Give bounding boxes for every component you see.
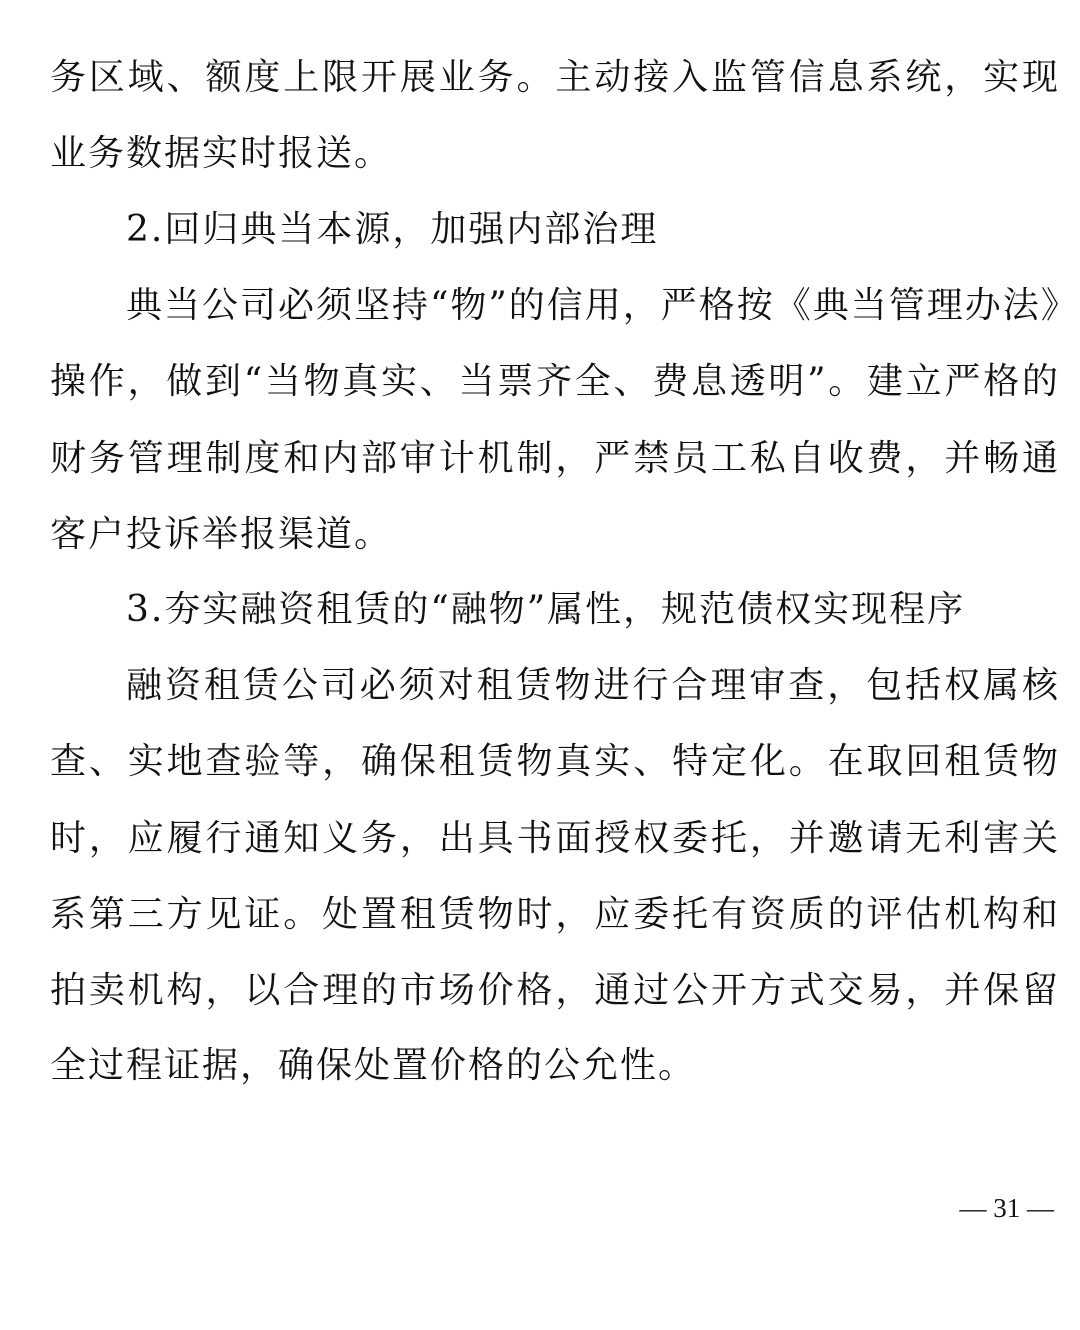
body-text-line: 客户投诉举报渠道。: [50, 514, 393, 555]
body-text-line: 全过程证据，确保处置价格的公允性。: [50, 1045, 697, 1086]
body-text-line: 时，应履行通知义务，出具书面授权委托，并邀请无利害关: [50, 818, 1060, 859]
body-text-line: 拍卖机构，以合理的市场价格，通过公开方式交易，并保留: [50, 970, 1060, 1011]
section-heading-3: 3.夯实融资租赁的“融物”属性，规范债权实现程序: [126, 589, 966, 630]
body-text-line: 务区域、额度上限开展业务。主动接入监管信息系统，实现: [50, 57, 1060, 98]
body-text-line: 操作，做到“当物真实、当票齐全、费息透明”。建立严格的: [50, 361, 1060, 402]
section-heading-2: 2.回归典当本源，加强内部治理: [126, 209, 659, 250]
page-number: — 31 —: [959, 1193, 1054, 1223]
body-text-line: 融资租赁公司必须对租赁物进行合理审查，包括权属核: [126, 665, 1060, 706]
body-text-line: 查、实地查验等，确保租赁物真实、特定化。在取回租赁物: [50, 741, 1060, 782]
body-text-line: 系第三方见证。处置租赁物时，应委托有资质的评估机构和: [50, 894, 1060, 935]
body-text-line: 典当公司必须坚持“物”的信用，严格按《典当管理办法》: [126, 285, 1079, 326]
body-text-line: 财务管理制度和内部审计机制，严禁员工私自收费，并畅通: [50, 438, 1060, 479]
body-text-line: 业务数据实时报送。: [50, 133, 393, 174]
